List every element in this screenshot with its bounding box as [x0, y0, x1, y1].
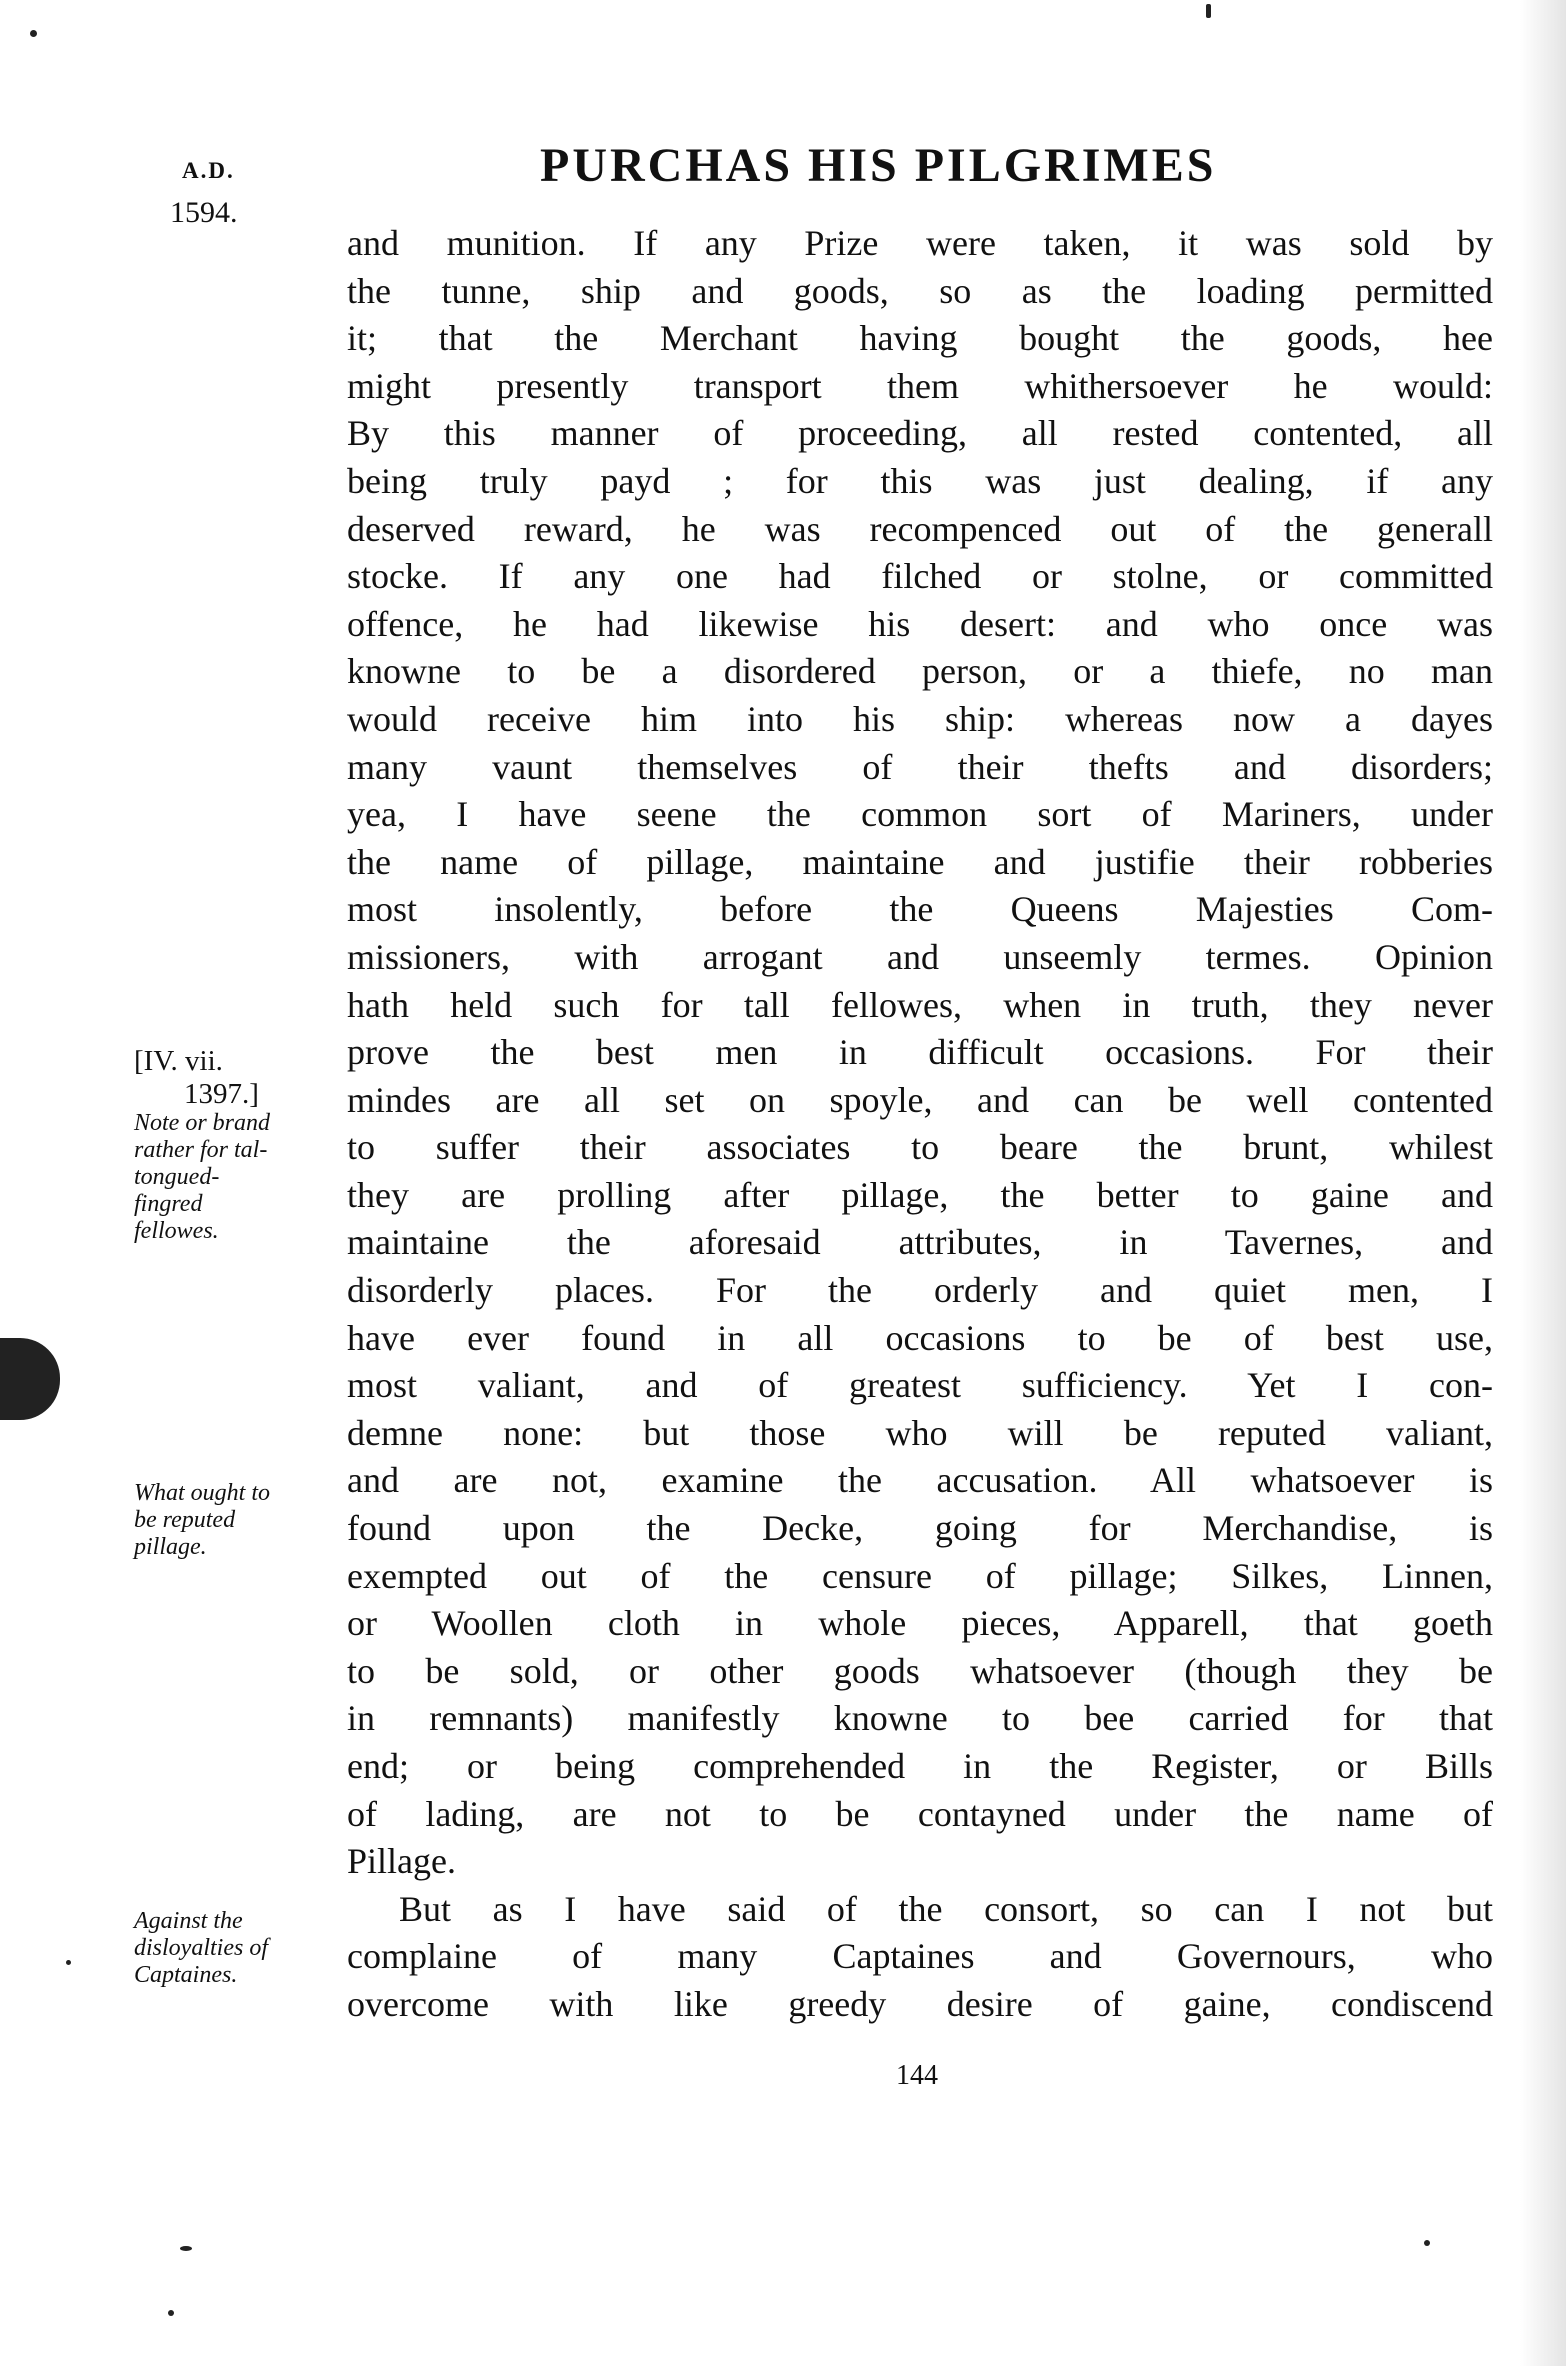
- text-line: most insolently, before the Queens Majesties Com-: [347, 889, 1493, 930]
- margin-note-line: fingred: [134, 1191, 203, 1217]
- text-line: to be sold, or other goods whatsoever (though they be: [347, 1650, 1493, 1691]
- ink-speck: [30, 30, 37, 37]
- text-line: most valiant, and of greatest sufficiency. Yet I con-: [347, 1365, 1493, 1406]
- text-line: might presently transport them whithersoever he would:: [347, 365, 1493, 406]
- text-line: complaine of many Captaines and Governours, who: [347, 1936, 1493, 1977]
- margin-note-pillage: [134, 1480, 270, 1561]
- page-number: 144: [896, 2060, 938, 2091]
- text-line: disorderly places. For the orderly and quiet men, I: [347, 1270, 1493, 1311]
- margin-note-line: tongued-: [134, 1164, 220, 1190]
- text-line: the name of pillage, maintaine and justifie their robberies: [347, 841, 1493, 882]
- margin-note-line: be reputed: [134, 1507, 236, 1533]
- text-line: of lading, are not to be contayned under the name of: [347, 1793, 1493, 1834]
- page-edge-shadow: [1520, 0, 1566, 2366]
- text-line: they are prolling after pillage, the better to gaine and: [347, 1174, 1493, 1215]
- text-line: or Woollen cloth in whole pieces, Apparell, that goeth: [347, 1603, 1493, 1644]
- text-line: have ever found in all occasions to be of best use,: [347, 1317, 1493, 1358]
- text-line: By this manner of proceeding, all rested contented, all: [347, 413, 1493, 454]
- text-line: knowne to be a disordered person, or a thiefe, no man: [347, 651, 1493, 692]
- text-line: maintaine the aforesaid attributes, in Tavernes, and: [347, 1222, 1493, 1263]
- text-line: it; that the Merchant having bought the goods, hee: [347, 318, 1493, 359]
- text-line: in remnants) manifestly knowne to bee carried for that: [347, 1698, 1493, 1739]
- text-line: and are not, examine the accusation. All whatsoever is: [347, 1460, 1493, 1501]
- margin-note-line: Captaines.: [134, 1962, 238, 1988]
- margin-note-line: Against the: [134, 1908, 243, 1934]
- text-line: exempted out of the censure of pillage; Silkes, Linnen,: [347, 1555, 1493, 1596]
- ink-speck: [180, 2246, 192, 2251]
- margin-reference-line: [IV. vii.: [134, 1045, 223, 1077]
- text-line: stocke. If any one had filched or stolne, or committed: [347, 556, 1493, 597]
- ink-speck: [1424, 2240, 1430, 2246]
- ink-speck: [168, 2310, 174, 2316]
- margin-note-line: pillage.: [134, 1534, 207, 1560]
- running-title: PURCHAS HIS PILGRIMES: [540, 139, 1217, 192]
- thumb-shadow: [0, 1338, 60, 1420]
- text-line: would receive him into his ship: whereas now a dayes: [347, 698, 1493, 739]
- text-line: being truly payd ; for this was just dealing, if any: [347, 460, 1493, 501]
- year-label: A.D.: [182, 158, 235, 183]
- text-line: end; or being comprehended in the Register, or Bills: [347, 1746, 1493, 1786]
- margin-note-line: Note or brand: [134, 1110, 271, 1136]
- year-number: 1594.: [170, 196, 238, 229]
- ink-speck: [66, 1960, 71, 1965]
- text-line: But as I have said of the consort, so can I not but: [399, 1888, 1493, 1929]
- margin-note-brand: [134, 1110, 270, 1245]
- text-line: prove the best men in difficult occasions. For their: [347, 1032, 1493, 1073]
- text-line: and munition. If any Prize were taken, it was sold by: [347, 223, 1493, 263]
- text-line: many vaunt themselves of their thefts and disorders;: [347, 746, 1493, 787]
- text-line: hath held such for tall fellowes, when in truth, they never: [347, 984, 1493, 1025]
- text-line: found upon the Decke, going for Merchandise, is: [347, 1508, 1493, 1549]
- text-line: overcome with like greedy desire of gaine, condiscend: [347, 1983, 1493, 2024]
- text-line: demne none: but those who will be reputed valiant,: [347, 1412, 1493, 1453]
- text-line: deserved reward, he was recompenced out of the generall: [347, 508, 1493, 549]
- text-line: yea, I have seene the common sort of Mariners, under: [347, 794, 1493, 835]
- text-line: mindes are all set on spoyle, and can be well contented: [347, 1079, 1493, 1120]
- margin-reference-line: 1397.]: [184, 1078, 259, 1110]
- margin-note-line: rather for tal-: [134, 1137, 268, 1163]
- margin-note-line: disloyalties of: [134, 1935, 268, 1961]
- text-line: Pillage.: [347, 1841, 456, 1882]
- body-text: [347, 220, 1493, 2029]
- text-line: missioners, with arrogant and unseemly termes. Opinion: [347, 936, 1493, 977]
- margin-reference: [134, 1045, 259, 1111]
- margin-note-line: What ought to: [134, 1480, 270, 1506]
- ink-speck: [1206, 4, 1211, 18]
- margin-note-line: fellowes.: [134, 1218, 219, 1244]
- text-line: to suffer their associates to beare the brunt, whilest: [347, 1127, 1493, 1168]
- text-line: the tunne, ship and goods, so as the loading permitted: [347, 270, 1493, 311]
- margin-note-captaines: [134, 1908, 268, 1989]
- text-line: offence, he had likewise his desert: and who once was: [347, 603, 1493, 644]
